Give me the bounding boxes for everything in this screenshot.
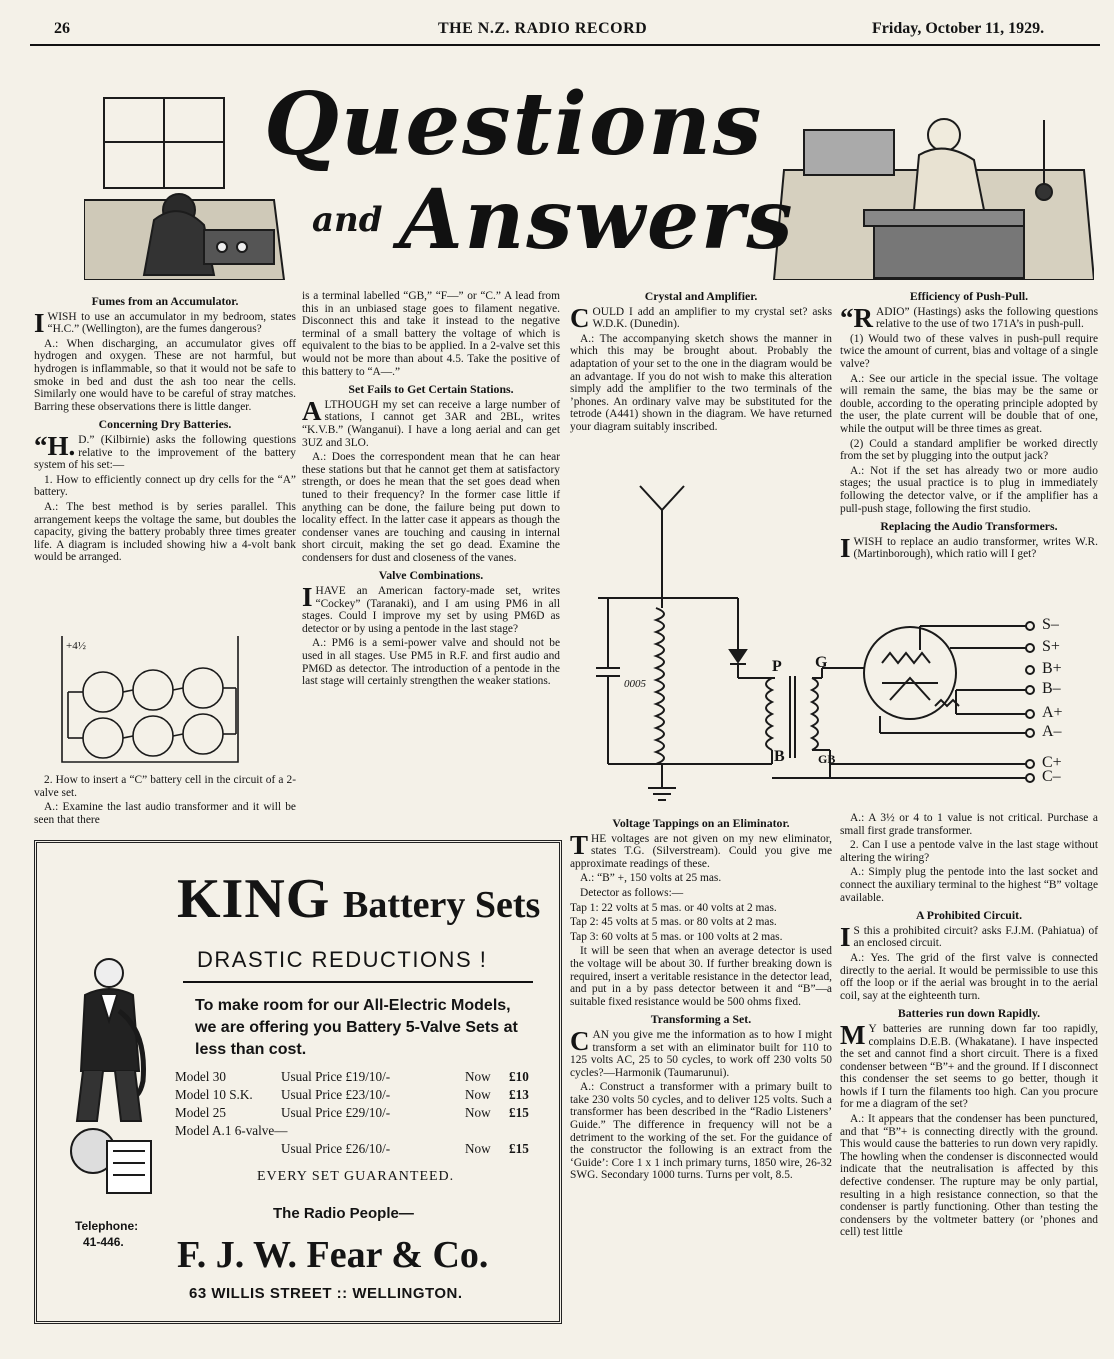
model-10sk-name: Model 10 S.K.	[175, 1087, 253, 1102]
column-1	[34, 290, 296, 566]
pushpull-a2: A.: Not if the set has already two or more audio stages; the usual practice is to plug in immediately following the detector valve, or if the amplifier has a pull-push stage, following the first studio.	[840, 464, 1098, 515]
fumes-title: Fumes from an Accumulator.	[91, 294, 239, 308]
advert-telephone-number: 41-446.	[83, 1235, 124, 1249]
terminal-a-minus: A–	[1042, 723, 1062, 740]
valve-question	[302, 582, 560, 635]
dry-title: Concerning Dry Batteries.	[98, 417, 232, 432]
fumes-dropcap: I	[34, 307, 45, 338]
dry-q1: 1. How to efficiently connect up dry cells for the “A” battery.	[34, 473, 296, 499]
valve-symbol	[864, 627, 956, 719]
prohibited-title: A Prohibited Circuit.	[915, 908, 1023, 923]
dry-q2: 2. How to insert a “C” battery cell in the circuit of a 2-valve set.	[34, 774, 296, 799]
listener-illustration	[84, 98, 284, 280]
valve-dropcap: I	[302, 582, 313, 613]
voltage-tap2: Tap 2: 45 volts at 5 mas. or 80 volts at 2 mas.	[570, 916, 777, 929]
pushpull-q2: (2) Could a standard amplifier be worked directly from the set by plugging into the output jack?	[840, 437, 1098, 463]
stations-answer: A.: Does the correspondent mean that he can hear these stations but that he cannot get them at satisfactory strength, or does he mean that the set goes dead when tuned to their frequency? In the former case little if anything can be done, the failure being put down to locality effect. In the latter case it appears as though the condenser vanes are touching and causing in internal short circuit, making the set go dead. Examine the condensers for dust and closeness of the vanes.	[302, 451, 560, 564]
advert-guarantee: EVERY SET GUARANTEED.	[257, 1169, 455, 1184]
crystal-dropcap: C	[570, 302, 590, 333]
valve-question-text: HAVE an American factory-made set, writes “Cockey” (Taranaki), and I am using PM6 in all stages. Could I improve my set by using PM6D as detector or by using a pentode in the last stage?	[302, 585, 560, 635]
fumes-question-text: WISH to use an accumulator in my bedroom, states “H.C.” (Wellington), are the fumes dangerous?	[47, 310, 296, 336]
batteries-answer: A.: It appears that the condenser has been punctured, and that “B”+ is connecting directly with the ground. This would cause the batteries to run down very rapidly. The howling when the condenser is disconnected would indicate that the neutralisation is affected by this defective condenser. The rupture may be only partial, resulting in a high resistance connection, so that the condenser is partly functioning. Other than testing the condensers by the voltmeter battery (or ’phones and cell) test little	[840, 1113, 1098, 1239]
prohibited-question-text: S this a prohibited circuit? asks F.J.M. (Pahiatua) of an enclosed circuit.	[853, 924, 1098, 950]
voltage-detector: Detector as follows:—	[580, 886, 684, 899]
model-30-name: Model 30	[175, 1069, 226, 1084]
model-a1-price: £15	[509, 1141, 529, 1156]
pushpull-intro-text: ADIO” (Hastings) asks the following questions relative to the use of two 171A’s in push-pull.	[876, 305, 1098, 331]
label-b: B	[774, 748, 785, 765]
model-25-now: Now	[465, 1105, 491, 1120]
terminal-posts	[1026, 622, 1034, 782]
terminal-b-plus: B+	[1042, 660, 1062, 677]
advert-offer: To make room for our All-Electric Models, we are offering you Battery 5-Valve Sets at less than cost.	[195, 997, 518, 1058]
column-3	[570, 285, 832, 436]
publication-title: THE N.Z. RADIO RECORD	[438, 20, 648, 37]
label-gb: GB	[818, 752, 836, 766]
model-25-name: Model 25	[175, 1105, 226, 1120]
column-4-bottom	[840, 812, 1098, 1241]
valve-answer: A.: PM6 is a semi-power valve and should not be used in all stages. Use PM5 in R.F. and first audio and PM6D as detector. The introduction of a pentode in the last stage will certainly strengthen the weaker stations.	[302, 637, 560, 688]
ground-symbol	[648, 788, 676, 800]
banner	[84, 74, 1094, 280]
audio-a1: A.: A 3½ or 4 to 1 value is not critical. Purchase a small first grade transformer.	[840, 812, 1098, 837]
advert-headline: Battery Sets	[343, 884, 541, 926]
column-1-bottom	[34, 774, 296, 828]
capacitor-label: 0005	[624, 678, 646, 690]
pushpull-dropcap: “R	[840, 302, 873, 333]
circuit-diagram	[590, 478, 1100, 808]
batteries-question	[840, 1019, 1098, 1111]
audio-q2: 2. Can I use a pentode valve in the last stage without altering the wiring?	[840, 839, 1098, 864]
dry-dropcap: “H.	[34, 430, 76, 461]
terminal-c-minus: C–	[1042, 768, 1061, 785]
stations-dropcap: A	[302, 395, 322, 426]
batteries-question-text: Y batteries are running down far too rapidly, complains D.E.B. (Whakatane). I have inspected the set and cannot find a short circuit. There is a fixed condenser between “B”+ and the ground. If I disconnect this condenser the set seems to go better, though it howls if I turn the filaments too high. Can you procure for me a diagram of the set?	[840, 1022, 1098, 1111]
issue-date: Friday, October 11, 1929.	[872, 20, 1045, 37]
audio-title: Replacing the Audio Transformers.	[880, 519, 1058, 534]
fumes-answer: A.: When discharging, an accumulator gives off hydrogen and oxygen. These are not harmful, but hydrogen is inflammable, so that it would not be safe to smoke in bed and dust the ash too near the cells. Similarly one would have to be careful of stray matches. Barring these observations there is little danger.	[34, 337, 296, 413]
voltage-answer: A.: “B” +, 150 volts at 25 mas.	[580, 872, 722, 885]
audio-question-text: WISH to replace an audio transformer, writes W.R. (Martinborough), which ratio will I get?	[853, 535, 1098, 561]
advert-reductions: DRASTIC REDUCTIONS !	[197, 947, 488, 972]
batteries-dropcap: M	[840, 1019, 866, 1050]
advert-address: 63 WILLIS STREET :: WELLINGTON.	[189, 1285, 463, 1302]
label-g: G	[815, 654, 828, 671]
column-2	[302, 290, 560, 690]
model-25-usual: Usual Price £29/10/-	[281, 1105, 391, 1120]
voltage-question-text: HE voltages are not given on my new eliminator, states T.G. (Silverstream). Could you give me approximate readings of these.	[570, 832, 832, 870]
pushpull-intro	[840, 302, 1098, 333]
voltage-question	[570, 829, 832, 871]
prohibited-answer: A.: Yes. The grid of the first valve is connected directly to the aerial. It would be permissible to use this off the loop or if the aerial was brought in to the aerial coil, say at the eighteenth turn.	[840, 951, 1098, 1002]
model-10sk-usual: Usual Price £23/10/-	[281, 1087, 391, 1102]
audio-transformer	[766, 676, 818, 758]
advert-brand: KING	[177, 868, 331, 930]
crystal-question	[570, 302, 832, 333]
pushpull-a1: A.: See our article in the special issue. The voltage will remain the same, the bias may be the same or double, according to the operating principle adopted by the user, the plate current will be double that of one, while the output will be three times as great.	[840, 372, 1098, 435]
advert-radio-people: The Radio People—	[273, 1205, 414, 1222]
terminal-a-plus: A+	[1042, 704, 1063, 721]
battery-cells-top-row	[68, 668, 236, 712]
dry-a2: A.: Examine the last audio transformer and it will be seen that there	[34, 801, 296, 826]
transform-answer: A.: Construct a transformer with a primary built to take 230 volts 50 cycles, and to deliver 125 volts. Such a transformer has been described in the “Radio Listeners’ Guide.” The difference in frequency will not be a detriment to the working of the set. For the guidance of the constructor the following is an extract from the ‘Guide’: Core 1 x 1 inch primary turns, 1850 wire, 26-32 SWG. Secondary 1000 turns. Turns per volt, 8.5.	[570, 1081, 832, 1182]
crystal-title: Crystal and Amplifier.	[644, 289, 758, 303]
model-10sk-now: Now	[465, 1087, 491, 1102]
stations-title: Set Fails to Get Certain Stations.	[348, 382, 514, 397]
model-30-usual: Usual Price £19/10/-	[281, 1069, 391, 1084]
battery-cells-bottom-row	[68, 714, 236, 758]
banner-title-and: and	[312, 200, 383, 240]
advert-company: F. J. W. Fear & Co.	[177, 1234, 489, 1276]
fumes-question	[34, 307, 296, 338]
model-a1-name: Model A.1 6-valve—	[175, 1123, 288, 1138]
column-3-bottom	[570, 812, 832, 1184]
label-p: P	[772, 658, 782, 675]
banner-title-questions: Questions	[264, 74, 764, 175]
model-30-now: Now	[465, 1069, 491, 1084]
voltage-dropcap: T	[570, 829, 589, 860]
terminal-b-minus: B–	[1042, 680, 1061, 697]
pushpull-q1: (1) Would two of these valves in push-pull require twice the amount of current, bias and voltage of a single valve?	[840, 332, 1098, 370]
voltage-tap1: Tap 1: 22 volts at 5 mas. or 40 volts at 2 mas.	[570, 901, 777, 914]
dry-continued: is a terminal labelled “GB,” “F—” or “C.” A lead from this in an unbiased stage goes to filament negative. Disconnect this and take it instead to the negative terminal of a small battery the voltage of which is equivalent to the bias to be applied. In a 2-valve set this would not be more than about 4.5. Take the positive of this battery to “A—.”	[302, 290, 560, 378]
crystal-detector	[730, 650, 746, 664]
model-30-price: £10	[509, 1069, 529, 1084]
model-25-price: £15	[509, 1105, 529, 1120]
transform-title: Transforming a Set.	[650, 1012, 752, 1027]
model-a1-usual: Usual Price £26/10/-	[281, 1141, 391, 1156]
crystal-question-text: OULD I add an amplifier to my crystal set? asks W.D.K. (Dunedin).	[592, 305, 832, 331]
dry-intro-text: D.” (Kilbirnie) asks the following questions relative to the improvement of the battery system of his set:—	[34, 433, 296, 472]
crystal-answer: A.: The accompanying sketch shows the manner in which this may be brought about. Probably the adaptation of your set to the one in the diagram would be an advantage. If you do not wish to make this alteration simply add the amplifier to the two terminals of the ’phones. An ordinary valve may be substituted for the tetrode (A441) shown in the diagram. We have returned your diagram suitably inscribed.	[570, 332, 832, 433]
dry-intro	[34, 430, 296, 472]
banner-title-answers: Answers	[399, 172, 795, 268]
model-a1-now: Now	[465, 1141, 491, 1156]
battery-diagram-label: +4½	[66, 640, 86, 652]
valve-title: Valve Combinations.	[378, 568, 484, 583]
terminal-c-plus: C+	[1042, 754, 1062, 771]
prohibited-dropcap: I	[840, 921, 851, 952]
transform-question-text: AN you give me the information as to how I might transform a set with an eliminator built for 110 to 125 volts AC, 25 to 50 cycles, to work off 230 volts 50 cycles?—Harmonik (Taumarunui).	[570, 1028, 832, 1079]
pushpull-title: Efficiency of Push-Pull.	[909, 289, 1029, 303]
terminal-s-plus: S+	[1042, 638, 1060, 655]
aerial-symbol	[640, 486, 684, 568]
writer-illustration	[774, 119, 1094, 280]
tuning-coil	[656, 608, 664, 764]
transform-question	[570, 1025, 832, 1079]
musician-illustration	[47, 951, 177, 1211]
audio-a2: A.: Simply plug the pentode into the last socket and connect the auxiliary terminal to the highest “B” voltage available.	[840, 866, 1098, 904]
prohibited-question	[840, 921, 1098, 952]
battery-diagram	[58, 630, 248, 770]
voltage-note: It will be seen that when an average detector is used the voltage will be about 30. If further breaking down is required, insert a veritable resistance in the detector lead, and put in a by pass detector between it and “B”—a suitable fixed resistance would be 500 ohms fixed.	[570, 945, 832, 1008]
voltage-title: Voltage Tappings on an Eliminator.	[612, 816, 790, 830]
voltage-tap3: Tap 3: 60 volts at 5 mas. or 100 volts at 2 mas.	[570, 930, 783, 943]
header-rule	[30, 44, 1100, 46]
advert-telephone-label: Telephone:	[75, 1219, 139, 1233]
stations-question	[302, 395, 560, 449]
king-battery-advert	[34, 840, 562, 1324]
advert-reductions-rule	[183, 981, 533, 983]
model-10sk-price: £13	[509, 1087, 529, 1102]
audio-dropcap: I	[840, 532, 851, 563]
transform-dropcap: C	[570, 1025, 590, 1056]
batteries-title: Batteries run down Rapidly.	[897, 1006, 1041, 1021]
stations-question-text: LTHOUGH my set can receive a large number of stations, I cannot get 3AR and 2BL, writes “K.V.B.” (Wanganui). I have a long aerial and can get 3UZ and 3LO.	[302, 398, 560, 449]
terminal-s-minus: S–	[1042, 616, 1059, 633]
page-number: 26	[54, 20, 70, 37]
dry-a1: A.: The best method is by series parallel. This arrangement keeps the voltage the same, but doubles the capacity, giving the battery probably three times greater life. A diagram is included showing hiw a 4-volt bank would be arranged.	[34, 500, 296, 564]
